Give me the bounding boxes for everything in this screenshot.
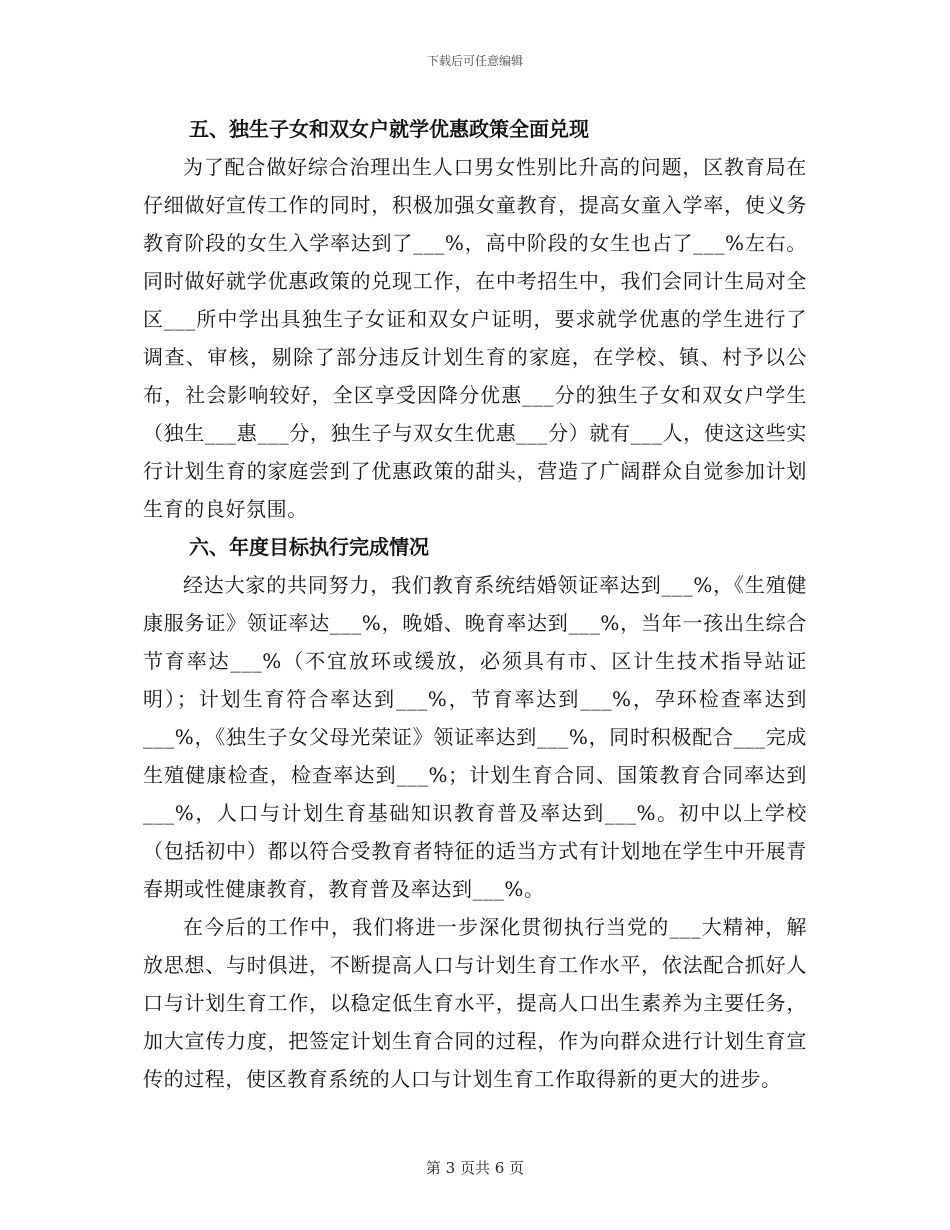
section-heading-6: 六、年度目标执行完成情况 — [189, 535, 429, 559]
section-6-paragraph-2: 在今后的工作中，我们将进一步深化贯彻执行当党的___大精神，解放思想、与时俱进，不断提高人口与计划生育工作水平，依法配合抓好人口与计划生育工作，以稳定低生育水平，提高人口出生素养为主要任务，加大宣传力度，把签定计划生育合同的过程，作为向群众进行计划生育宣传的过程，使区教育系统的人口与计划生育工作取得新的更大的进步。 — [143, 915, 807, 1091]
document-body — [143, 110, 807, 1098]
section-6-paragraph-1: 经达大家的共同努力，我们教育系统结婚领证率达到___%，《生殖健康服务证》领证率达___%，晚婚、晚育率达到___%，当年一孩出生综合节育率达___%（不宜放环或缓放，必须具有市、区计生技术指导站证明）；计划生育符合率达到___%，节育率达到___%，孕环检查率达到___%，《独生子女父母光荣证》领证率达到___%，同时积极配合___完成生殖健康检查，检查率达到___%；计划生育合同、国策教育合同率达到___%，人口与计划生育基础知识教育普及率达到___%。初中以上学校（包括初中）都以符合受教育者特征的适当方式有计划地在学生中开展青春期或性健康教育，教育普及率达到___%。 — [143, 573, 807, 901]
page-header: 下载后可任意编辑 — [426, 54, 523, 68]
section-5-paragraph-1: 为了配合做好综合治理出生人口男女性别比升高的问题，区教育局在仔细做好宣传工作的同时，积极加强女童教育，提高女童入学率，使义务教育阶段的女生入学率达到了___%，高中阶段的女生也占了___%左右。同时做好就学优惠政策的兑现工作，在中考招生中，我们会同计生局对全区___所中学出具独生子女证和双女户证明，要求就学优惠的学生进行了调查、审核，剔除了部分违反计划生育的家庭，在学校、镇、村予以公布，社会影响较好，全区享受因降分优惠___分的独生子女和双女户学生（独生___惠___分，独生子与双女生优惠___分）就有___人，使这这些实行计划生育的家庭尝到了优惠政策的甜头，营造了广阔群众自觉参加计划生育的良好氛围。 — [143, 155, 807, 521]
section-heading-5: 五、独生子女和双女户就学优惠政策全面兑现 — [189, 117, 589, 141]
page-number-footer: 第 3 页共 6 页 — [425, 1159, 525, 1177]
